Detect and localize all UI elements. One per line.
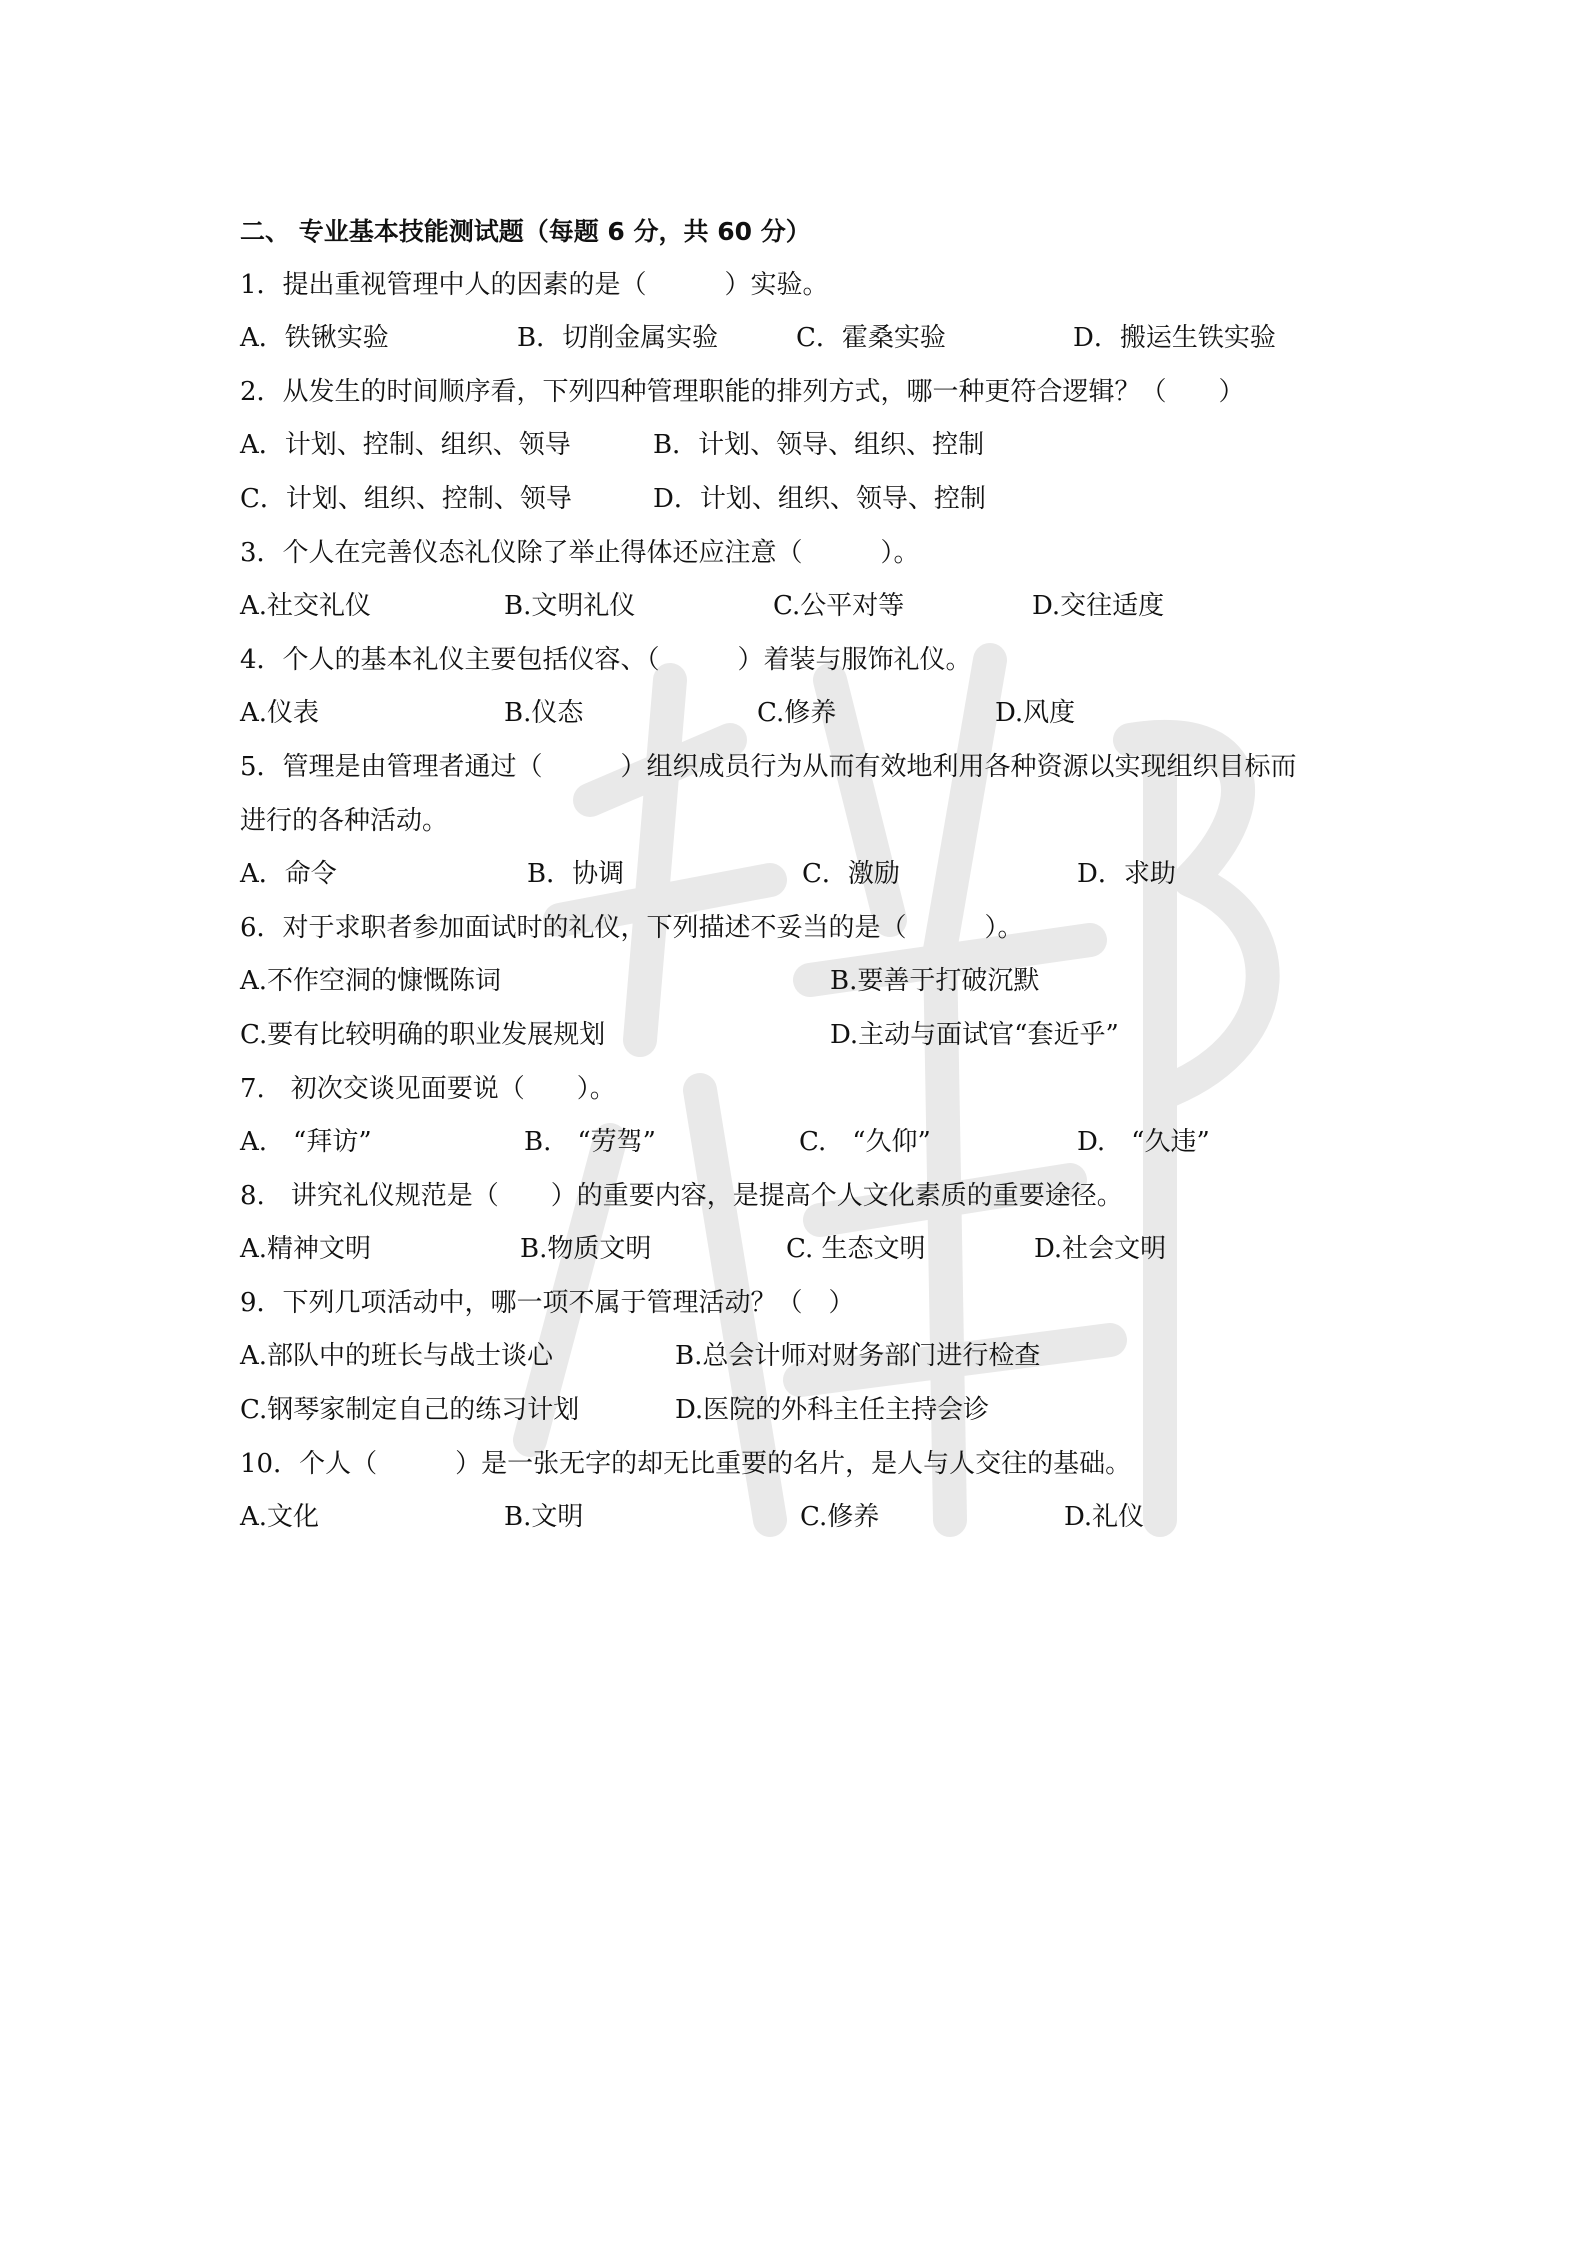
question-stem: 10．个人（ ）是一张无字的却无比重要的名片，是人与人交往的基础。	[240, 1448, 1132, 1479]
question-stem: 1．提出重视管理中人的因素的是（ ）实验。	[240, 269, 829, 300]
option-b[interactable]: B. “劳驾”	[524, 1127, 656, 1158]
option-c[interactable]: C.修养	[757, 698, 837, 729]
option-a[interactable]: A.精神文明	[240, 1234, 372, 1265]
option-b[interactable]: B.仪态	[504, 698, 584, 729]
option-b[interactable]: B．协调	[527, 859, 625, 890]
option-c[interactable]: C．激励	[802, 859, 900, 890]
options-row	[240, 1116, 1360, 1170]
option-d[interactable]: D. “久违”	[1077, 1127, 1210, 1158]
option-a[interactable]: A．计划、控制、组织、领导	[240, 430, 571, 461]
question-stem: 7. 初次交谈见面要说（ ）。	[240, 1073, 616, 1104]
question-stem: 3．个人在完善仪态礼仪除了举止得体还应注意（ ）。	[240, 537, 920, 568]
option-d[interactable]: D.风度	[995, 698, 1076, 729]
option-b[interactable]: B.物质文明	[520, 1234, 652, 1265]
option-c[interactable]: C.修养	[800, 1502, 880, 1533]
option-d[interactable]: D.社会文明	[1034, 1234, 1167, 1265]
option-b[interactable]: B．切削金属实验	[517, 323, 719, 354]
option-c[interactable]: C.要有比较明确的职业发展规划	[240, 1019, 606, 1050]
option-a[interactable]: A.社交礼仪	[240, 591, 372, 622]
options-row	[240, 1491, 1360, 1545]
option-d[interactable]: D．计划、组织、领导、控制	[653, 483, 986, 514]
options-row	[240, 848, 1360, 902]
options-row	[240, 1223, 1360, 1277]
option-b[interactable]: B．计划、领导、组织、控制	[653, 430, 985, 461]
question-stem: 5．管理是由管理者通过（ ）组织成员行为从而有效地利用各种资源以实现组织目标而	[240, 751, 1297, 782]
option-c[interactable]: C.钢琴家制定自己的练习计划	[240, 1395, 580, 1426]
option-a[interactable]: A.不作空洞的慷慨陈词	[240, 966, 502, 997]
question-stem: 2．从发生的时间顺序看，下列四种管理职能的排列方式，哪一种更符合逻辑？（ ）	[240, 376, 1245, 407]
option-b[interactable]: B.要善于打破沉默	[830, 966, 1040, 997]
option-c[interactable]: C.公平对等	[773, 591, 905, 622]
option-c[interactable]: C. 生态文明	[786, 1234, 926, 1265]
question-stem: 4．个人的基本礼仪主要包括仪容、（ ）着装与服饰礼仪。	[240, 644, 972, 675]
question-stem: 6．对于求职者参加面试时的礼仪，下列描述不妥当的是（ ）。	[240, 912, 1024, 943]
question-stem: 9．下列几项活动中，哪一项不属于管理活动？（ ）	[240, 1287, 855, 1318]
option-a[interactable]: A. “拜访”	[240, 1127, 372, 1158]
option-b[interactable]: B.总会计师对财务部门进行检查	[675, 1341, 1041, 1372]
options-row	[240, 473, 1360, 527]
question-stem: 8. 讲究礼仪规范是（ ）的重要内容，是提高个人文化素质的重要途径。	[240, 1180, 1123, 1211]
option-a[interactable]: A.文化	[240, 1502, 320, 1533]
question-list	[240, 205, 1360, 1545]
option-a[interactable]: A.仪表	[240, 698, 320, 729]
option-a[interactable]: A．命令	[240, 859, 337, 890]
options-row	[240, 955, 1360, 1009]
option-d[interactable]: D.医院的外科主任主持会诊	[675, 1395, 990, 1426]
question-stem: 进行的各种活动。	[240, 805, 449, 836]
option-c[interactable]: C．霍桑实验	[796, 323, 946, 354]
option-b[interactable]: B.文明礼仪	[504, 591, 636, 622]
option-d[interactable]: D.交往适度	[1032, 591, 1165, 622]
option-d[interactable]: D．求助	[1077, 859, 1176, 890]
options-row	[240, 419, 1360, 473]
option-d[interactable]: D．搬运生铁实验	[1073, 323, 1276, 354]
options-row	[240, 1384, 1360, 1438]
option-c[interactable]: C. “久仰”	[799, 1127, 931, 1158]
option-d[interactable]: D.礼仪	[1064, 1502, 1145, 1533]
option-a[interactable]: A.部队中的班长与战士谈心	[240, 1341, 554, 1372]
options-row	[240, 1009, 1360, 1063]
option-b[interactable]: B.文明	[504, 1502, 584, 1533]
options-row	[240, 687, 1360, 741]
option-c[interactable]: C．计划、组织、控制、领导	[240, 483, 572, 514]
options-row	[240, 1330, 1360, 1384]
options-row	[240, 312, 1360, 366]
options-row	[240, 580, 1360, 634]
section-title: 二、 专业基本技能测试题（每题 6 分，共 60 分）	[240, 217, 811, 246]
option-a[interactable]: A．铁锹实验	[240, 323, 389, 354]
option-d[interactable]: D.主动与面试官“套近乎”	[830, 1019, 1119, 1050]
